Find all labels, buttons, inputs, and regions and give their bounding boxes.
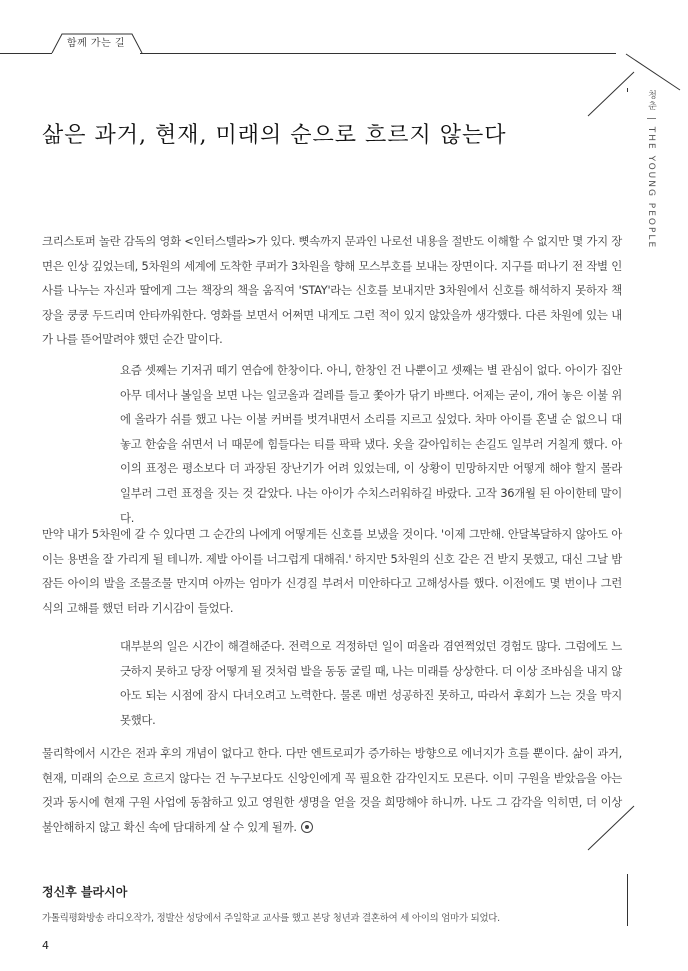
right-rule	[627, 88, 628, 92]
header-rule-left	[0, 53, 52, 54]
author-bio: 가톨릭평화방송 라디오작가, 정발산 성당에서 주일학교 교사를 했고 본당 청년과 결혼하여 세 아이의 엄마가 되었다.	[42, 913, 500, 924]
corner-decoration-bottom	[560, 780, 640, 860]
article-title: 삶은 과거, 현재, 미래의 순으로 흐르지 않는다	[42, 123, 507, 148]
paragraph-1: 크리스토퍼 놀란 감독의 영화 <인터스텔라>가 있다. 뼛속까지 문과인 나로선 내용을 절반도 이해할 수 없지만 몇 가지 장면은 인상 깊었는데, 5차원의 세계에 도착한 쿠퍼가 3차원을 향해 모스부호를 보내는 장면이다. 지구를 떠나기 전 작별 인사를 나누는 자신과 딸에게 그는 책장의 책을 움직여 'STAY'라는 신호를 보내지만 3차원에서 신호를 해석하지 못하자 책장을 쿵쿵 두드리며 안타까워한다. 영화를 보면서 어쩌면 내게도 그런 적이 있지 않았을까 생각했다. 다른 차원에 있는 내가 나를 뜯어말려야 했던 순간 말이다.	[42, 234, 622, 347]
paragraph-4: 대부분의 일은 시간이 해결해준다. 전력으로 걱정하던 일이 떠올라 겸연쩍었던 경험도 많다. 그럼에도 느긋하지 못하고 당장 어떻게 될 것처럼 발을 동동 굴릴 때, 나는 미래를 상상한다. 더 이상 조바심을 내지 않아도 되는 시점에 잠시 다녀오려고 노력한다. 물론 매번 성공하진 못하고, 따라서 후회가 느는 것을 막지 못했다.	[120, 639, 622, 727]
header-rule	[140, 53, 616, 54]
paragraph-5	[42, 741, 622, 839]
paragraph-3: 만약 내가 5차원에 갈 수 있다면 그 순간의 나에게 어떻게든 신호를 보냈을 것이다. '이제 그만해. 안달복달하지 않아도 아이는 용변을 잘 가리게 될 테니까. 제발 아이를 너그럽게 대해줘.' 하지만 5차원의 신호 같은 건 받지 못했고, 대신 그날 밤 잠든 아이의 발을 조물조물 만지며 아까는 엄마가 신경질 부려서 미안하다고 고해성사를 했다. 이전에도 몇 번이나 그런 식의 고해를 했던 터라 기시감이 들었다.	[42, 527, 622, 615]
author-name: 정신후 블라시아	[42, 885, 128, 899]
page-number: 4	[42, 939, 49, 952]
section-label: 함께 가는 길	[66, 38, 126, 49]
side-label: 청춘 | THE YOUNG PEOPLE	[646, 90, 656, 250]
paragraph-2: 요즘 셋째는 기저귀 떼기 연습에 한창이다. 아니, 한창인 건 나뿐이고 셋째는 별 관심이 없다. 아이가 집안 아무 데서나 볼일을 보면 나는 일코올과 걸레를 들고 쫓아가 닦기 바쁘다. 어제는 굳이, 개어 놓은 이불 위에 올라가 쉬를 했고 나는 이불 커버를 벗겨내면서 소리를 지르고 싶었다. 차마 아이를 혼낼 순 없으니 대놓고 한숨을 쉬면서 너 때문에 힘들다는 티를 팍팍 냈다. 옷을 갈아입히는 손길도 일부러 거칠게 했다. 아이의 표정은 평소보다 더 과장된 장난기가 어려 있었는데, 이 상황이 민망하지만 어떻게 해야 할지 몰라 일부러 그런 표정을 짓는 것 같았다. 나는 아이가 수치스러워하길 바랐다. 고작 36개월 된 아이한테 말이다.	[120, 363, 622, 525]
right-rule-bottom	[627, 874, 628, 926]
paragraph-5-text: 물리학에서 시간은 전과 후의 개념이 없다고 한다. 다만 엔트로피가 증가하는 방향으로 에너지가 흐를 뿐이다. 삶이 과거, 현재, 미래의 순으로 흐르지 않다는 건 누구보다도 신앙인에게 꼭 필요한 감각인지도 모른다. 이미 구원을 받았음을 아는 것과 동시에 현재 구원 사업에 동참하고 있고 영원한 생명을 얻을 것을 희망해야 하니까. 나도 그 감각을 익히면, 더 이상 불안해하지 않고 확신 속에 담대하게 살 수 있게 될까.	[42, 746, 622, 834]
end-mark-icon	[301, 821, 313, 833]
